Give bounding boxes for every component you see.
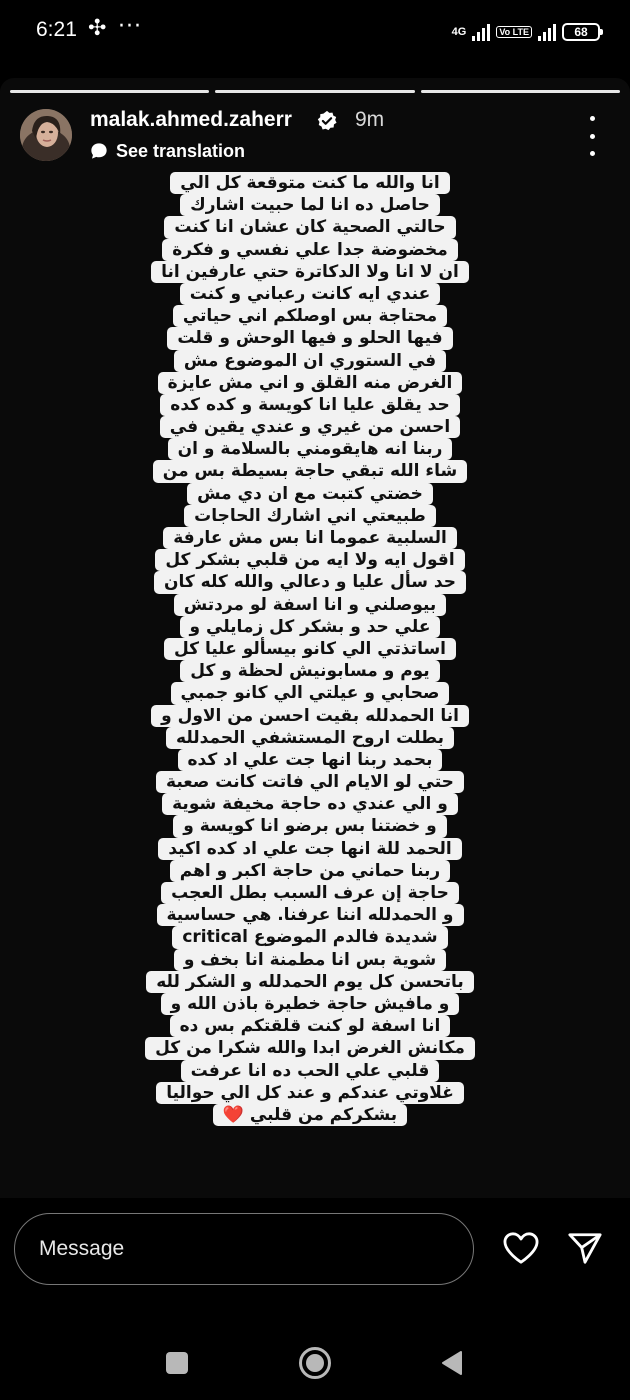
story-text-line: احسن من غيري و عندي يقين في [160, 416, 460, 438]
story-header [0, 106, 630, 168]
home-icon[interactable] [298, 1346, 332, 1380]
story-text-line: انا اسفة لو كنت قلقتكم بس ده [170, 1015, 451, 1037]
avatar-image [20, 109, 72, 161]
story-text-line: مكانش الغرض ابدا والله شكرا من كل [145, 1037, 475, 1059]
story-text-line: بيوصلني و انا اسفة لو مردتش [174, 594, 447, 616]
story-text-line: اساتذتي الي كانو بيسألو عليا كل [164, 638, 456, 660]
story-text-line: حاجة إن عرف السبب بطل العجب [161, 882, 459, 904]
story-text-line: حد يقلق عليا انا كويسة و كده كده [160, 394, 459, 416]
story-text-line: انا والله ما كنت متوقعة كل الي [170, 172, 450, 194]
story-text-line: حاصل ده انا لما حبيت اشارك [180, 194, 440, 216]
post-time: 9m [355, 108, 385, 131]
status-bar [0, 0, 630, 62]
story-text-line: طبيعتي اني اشارك الحاجات [184, 505, 436, 527]
see-translation-button[interactable] [90, 139, 245, 163]
story-text-line: انا الحمدلله بقيت احسن من الاول و [151, 705, 469, 727]
story-text-line: حد سأل عليا و دعالي والله كله كان [154, 571, 466, 593]
story-text-line: السلبية عموما انا بس مش عارفة [163, 527, 457, 549]
story-text-line: حتي لو الايام الي فاتت كانت صعبة [156, 771, 464, 793]
verified-badge-icon [316, 110, 338, 132]
see-translation-label: See translation [116, 140, 246, 161]
heart-icon[interactable] [502, 1231, 540, 1265]
message-input[interactable] [14, 1213, 474, 1285]
progress-segment [421, 90, 620, 93]
story-viewer[interactable] [0, 78, 630, 1198]
battery-level: 68 [574, 25, 588, 39]
story-text-line: بشكركم من قلبي ❤️ [213, 1104, 407, 1126]
battery-icon [562, 23, 600, 41]
story-text-line: يوم و مسابونيش لحظة و كل [180, 660, 439, 682]
story-text-line: و خضتنا بس برضو انا كويسة و [173, 815, 447, 837]
story-text [140, 172, 480, 1126]
avatar[interactable] [20, 109, 72, 161]
progress-segment [215, 90, 414, 93]
story-text-line: الغرض منه القلق و اني مش عايزة [158, 372, 463, 394]
story-text-line: قلبي علي الحب ده انا عرفت [181, 1060, 440, 1082]
clock: 6:21 [36, 18, 77, 41]
story-text-line: اقول ايه ولا ايه من قلبي بشكر كل [155, 549, 464, 571]
fan-icon: ✣ [88, 16, 107, 41]
signal-icon [472, 23, 490, 41]
story-text-line: محتاجة بس اوصلكم اني حياتي [173, 305, 447, 327]
volte-badge: Vo LTE [496, 26, 532, 38]
story-text-line: بحمد ربنا انها جت علي اد كده [178, 749, 443, 771]
system-navigation-bar [0, 1338, 630, 1388]
more-options-icon[interactable] [585, 116, 599, 156]
network-label: 4G [451, 26, 467, 38]
story-text-line: في الستوري ان الموضوع مش [174, 350, 446, 372]
story-text-line: الحمد للة انها جت علي اد كده اكيد [158, 838, 461, 860]
story-text-line: شوية بس انا مطمنة انا بخف و [174, 949, 446, 971]
story-text-line: عندي ايه كانت رعباني و كنت [180, 283, 440, 305]
reply-bar [0, 1198, 630, 1400]
translation-bubble-icon [90, 142, 108, 160]
story-text-line: و مافيش حاجة خطيرة باذن الله و [161, 993, 460, 1015]
back-icon[interactable] [440, 1350, 464, 1376]
status-icons [452, 18, 600, 46]
story-text-line: مخضوضة جدا علي نفسي و فكرة [162, 239, 457, 261]
story-text-line: و الي عندي ده حاجة مخيفة شوية [162, 793, 458, 815]
username[interactable]: malak.ahmed.zaherr [90, 108, 292, 131]
progress-segment [10, 90, 209, 93]
story-text-line: و الحمدلله اننا عرفنا. هي حساسية [157, 904, 464, 926]
send-icon[interactable] [566, 1230, 604, 1266]
story-text-line: ربنا حماني من حاجة اكبر و اهم [170, 860, 450, 882]
more-notifications-icon: ··· [118, 14, 142, 39]
story-text-line: حالتي الصحية كان عشان انا كنت [164, 216, 455, 238]
recents-icon[interactable] [166, 1352, 188, 1374]
story-text-line: باتحسن كل يوم الحمدلله و الشكر لله [146, 971, 474, 993]
story-text-line: فيها الحلو و فيها الوحش و قلت [167, 327, 452, 349]
story-text-line: غلاوتي عندكم و عند كل الي حواليا [156, 1082, 464, 1104]
story-text-line: شديدة فالدم الموضوع critical [172, 926, 447, 948]
story-text-line: ربنا انه هايقومني بالسلامة و ان [168, 438, 453, 460]
story-text-line: ان لا انا ولا الدكاترة حتي عارفين انا [151, 261, 469, 283]
story-text-line: بطلت اروح المستشفي الحمدلله [166, 727, 454, 749]
story-text-line: خضتي كتبت مع ان دي مش [187, 483, 433, 505]
story-text-line: صحابي و عيلتي الي كانو جمبي [171, 682, 450, 704]
signal-icon-2 [538, 23, 556, 41]
story-text-line: شاء الله تبقي حاجة بسيطة بس من [153, 460, 467, 482]
story-text-line: علي حد و بشكر كل زمايلي و [180, 616, 441, 638]
story-progress [10, 90, 620, 94]
network-type [452, 27, 467, 37]
